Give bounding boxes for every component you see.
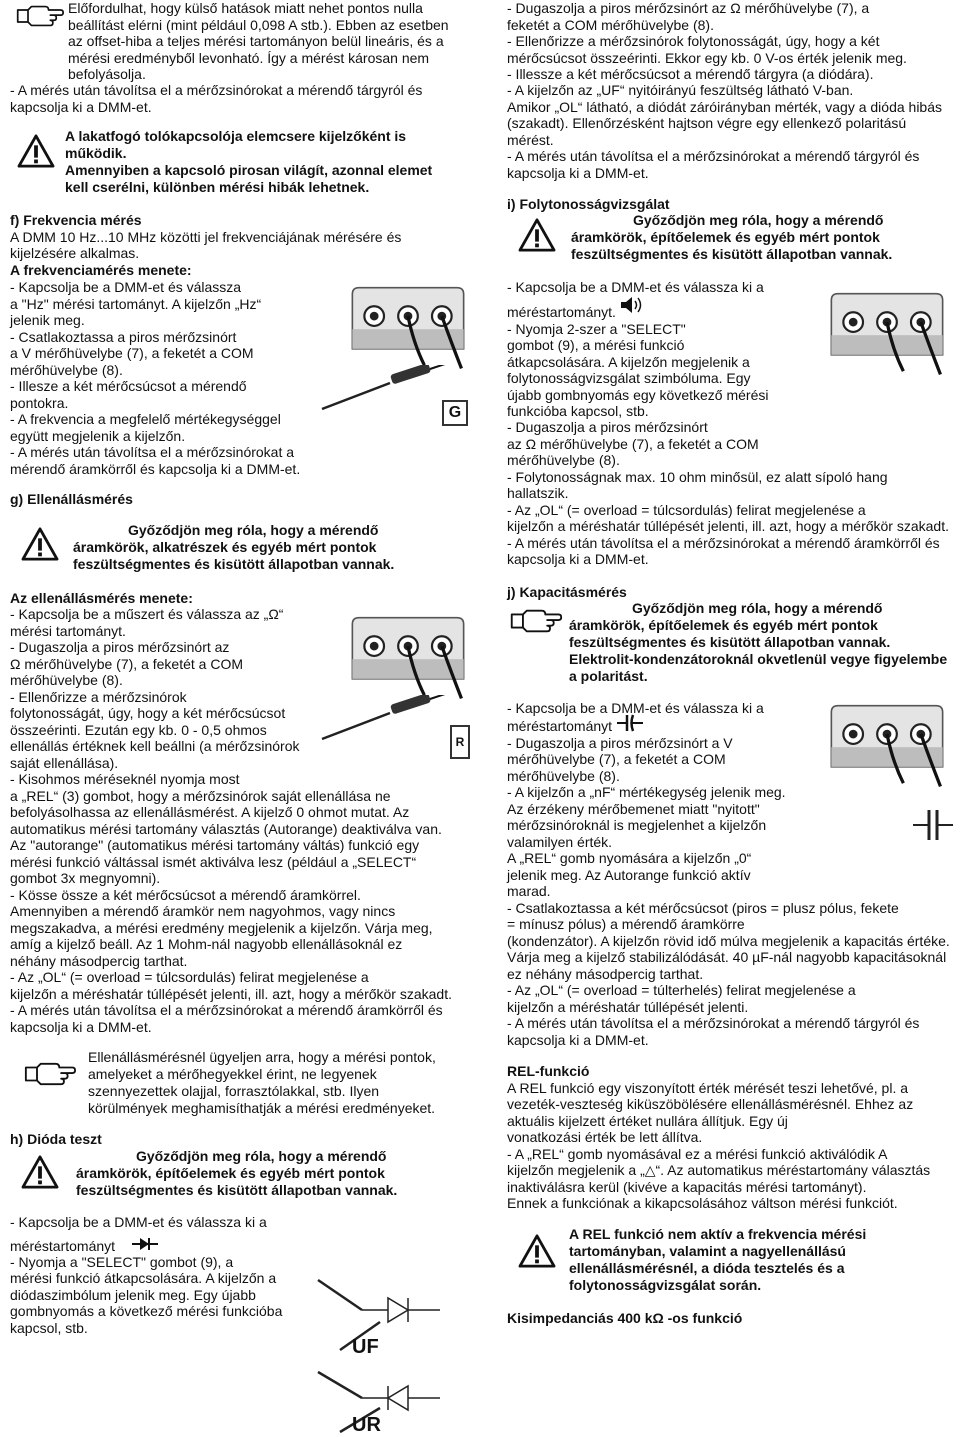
step-line: - Nyomja a "SELECT" gombot (9), a — [10, 1254, 234, 1270]
step-line: - Illesze a két mérőcsúcsot a mérendő — [10, 378, 247, 394]
step-line: átkapcsolására. A kijelzőn megjelenik a — [507, 354, 750, 370]
uf-label: UF — [352, 1336, 379, 1358]
warning-line: feszültségmentes és kisütött állapotban vannak. — [569, 634, 891, 650]
step-line: - Csatlakoztassa a piros mérőzsinórt — [10, 329, 237, 345]
diode-range-icon — [132, 1236, 158, 1252]
step-line: Az "autorange" (automatikus mérési tartomány váltás) funkció egy — [10, 837, 420, 853]
intro-line: - A mérés után távolítsa el a mérőzsinórokat a mérendő tárgyról és — [10, 82, 423, 98]
probe-illustration — [320, 695, 450, 745]
warning-icon — [20, 527, 60, 561]
step-line: mérési funkció átkapcsolására. A kijelzőn a — [10, 1270, 277, 1286]
text-line: feketét a COM mérőhüvelybe (8). — [507, 17, 714, 33]
warning-line: Amennyiben a kapcsoló pirosan világít, azonnal elemet — [65, 162, 433, 178]
step-line: automatikus mérési tartomány választás (Autorange) deaktiválva van. — [10, 821, 442, 837]
step-line: gombnyomás a következő mérési funkcióba — [10, 1303, 283, 1319]
step-line: gombot (9), a mérési funkció — [507, 337, 685, 353]
warning-line: A REL funkció nem aktív a frekvencia mérési — [569, 1226, 867, 1242]
warning-icon — [517, 218, 557, 252]
step-line: méréstartományt — [10, 1238, 116, 1254]
step-line: mérendő áramkörről és kapcsolja ki a DMM-et. — [10, 461, 301, 477]
step-line: mérőhüvelybe (8). — [507, 768, 620, 784]
step-line: kijelzőn a méréshatár túllépését jelenti, ill. azt, hogy a mérőkör szakadt. — [10, 986, 452, 1002]
step-line: együtt megjelenik a kijelzőn. — [10, 428, 186, 444]
step-line: valamilyen érték. — [507, 834, 613, 850]
step-line: = mínusz pólus) a mérendő áramkörre — [507, 916, 745, 932]
warning-icon — [20, 1155, 60, 1189]
step-line: - Ellenőrizze a mérőzsinórok — [10, 689, 187, 705]
step-line: a V mérőhüvelybe (7), a feketét a COM — [10, 345, 254, 361]
text-line: A REL funkció egy viszonyított érték mérését teszi lehetővé, pl. a — [507, 1080, 909, 1096]
text-line: vezeték-veszteség kiküszöbölésére ellenállásmérésnél. Ehhez az — [507, 1096, 914, 1112]
warning-icon — [16, 134, 56, 168]
step-line: - Kapcsolja be a DMM-et és válassza ki a — [10, 1214, 267, 1230]
warning-line: A lakatfogó tolókapcsolója elemcsere kijelzőként is — [65, 128, 407, 144]
step-line: a „REL“ (3) gombot, hogy a mérőzsinórok saját ellenállása ne — [10, 788, 391, 804]
diode-reverse-illustration — [310, 1362, 470, 1437]
step-line: mérőhüvelybe (8). — [10, 362, 123, 378]
text-line: mérést. — [507, 132, 554, 148]
text-line: aktuális kijelzett értéket nullára állítjuk. Egy új — [507, 1113, 788, 1129]
procedure-title: Az ellenállásmérés menete: — [10, 590, 193, 606]
warning-line: ellenállásmérésnél, a dióda tesztelés és a — [569, 1260, 845, 1276]
section-f-title: f) Frekvencia mérés — [10, 212, 142, 228]
step-line: - Dugaszolja a piros mérőzsinórt a V — [507, 735, 733, 751]
warning-line: Győződjön meg róla, hogy a mérendő — [633, 212, 884, 228]
text-line: Ennek a funkciónak a kikapcsolásához váltson mérési funkciót. — [507, 1195, 898, 1211]
step-line: mérőhüvelybe (7), a feketét a COM — [507, 751, 726, 767]
warning-line: kell cserélni, különben mérési hibák lehetnek. — [65, 179, 370, 195]
step-line: - Dugaszolja a piros mérőzsinórt az — [10, 639, 230, 655]
warning-line: feszültségmentes és kisütött állapotban vannak. — [571, 246, 893, 262]
step-line: jelenik meg. Az Autorange funkció aktív — [507, 867, 751, 883]
step-line: Az érzékeny mérőbemenet miatt "nyitott" — [507, 801, 760, 817]
warning-line: áramkörök, alkatrészek és egyéb mért pontok — [73, 539, 377, 555]
rel-title: REL-funkció — [507, 1063, 590, 1079]
intro-line: kapcsolja ki a DMM-et. — [10, 99, 152, 115]
meter-illustration — [348, 282, 468, 372]
section-i-title: i) Folytonosságvizsgálat — [507, 196, 670, 212]
step-line: megszakadva, a mérési eredmény megjelenik a kijelzőn. Várja meg, — [10, 920, 433, 936]
step-line: kapcsolja ki a DMM-et. — [10, 1019, 152, 1035]
warning-icon — [517, 1234, 557, 1268]
step-line: kapcsol, stb. — [10, 1320, 88, 1336]
note-line: Ellenállásmérésnél ügyeljen arra, hogy a mérési pontok, — [88, 1049, 436, 1065]
intro-line: az offset-hiba a teljes mérési tartományon belül lineáris, és a — [68, 33, 444, 49]
text-line: (szakadt). Ellenőrzésként hajtson végre egy ellenkező polaritású — [507, 115, 907, 131]
warning-line: tartományban, valamint a nagyellenállású — [569, 1243, 846, 1259]
text-line: vonatkozási érték be lett állítva. — [507, 1129, 703, 1145]
warning-line: feszültségmentes és kisütött állapotban vannak. — [76, 1182, 398, 1198]
step-line: mérési tartományt. — [10, 623, 126, 639]
warning-line: Győződjön meg róla, hogy a mérendő — [128, 522, 379, 538]
step-line: méréstartományt. — [507, 304, 616, 320]
step-line: összeérinti. Ezután egy kb. 0 - 0,5 ohmos — [10, 722, 267, 738]
step-line: - A mérés után távolítsa el a mérőzsinórokat a mérendő áramkörről és — [507, 535, 940, 551]
text-line: - Illessze a két mérőcsúcsot a mérendő tárgyra (a diódára). — [507, 66, 874, 82]
step-line: saját ellenállása). — [10, 755, 119, 771]
warning-line: folytonosságvizsgálat során. — [569, 1277, 762, 1293]
procedure-title: A frekvenciamérés menete: — [10, 262, 192, 278]
step-line: kijelzőn a méréshatár túllépését jelenti, ill. azt, hogy a mérőkör szakadt. — [507, 518, 949, 534]
warning-line: működik. — [65, 145, 127, 161]
step-line: kapcsolja ki a DMM-et. — [507, 551, 649, 567]
step-line: gombot 3x megnyomni). — [10, 870, 161, 886]
intro-line: beállítást elérni (mint például 0,098 A stb.). Ebben az esetben — [68, 17, 449, 33]
step-line: hallatszik. — [507, 485, 569, 501]
step-line: - A mérés után távolítsa el a mérőzsinórokat a mérendő áramkörről és — [10, 1002, 443, 1018]
capacitor-range-icon — [617, 713, 643, 733]
step-line: méréstartományt — [507, 718, 613, 734]
step-line: a "Hz" mérési tartományt. A kijelzőn „Hz“ — [10, 296, 262, 312]
pointing-hand-icon — [24, 1060, 76, 1088]
note-line: szennyezettek olajjal, forrasztólakkal, stb. Ilyen — [88, 1083, 380, 1099]
step-line: - Dugaszolja a piros mérőzsinórt — [507, 419, 708, 435]
resistor-symbol: R — [450, 725, 470, 759]
text-line: - A „REL“ gomb nyomásával ez a mérési funkció aktiválódik A — [507, 1146, 888, 1162]
section-h-title: h) Dióda teszt — [10, 1131, 102, 1147]
meter-illustration — [827, 700, 947, 790]
warning-line: áramkörök, építőelemek és egyéb mért pontok — [571, 229, 880, 245]
step-line: az Ω mérőhüvelybe (7), a feketét a COM — [507, 436, 759, 452]
step-line: - Kisohmos méréseknél nyomja most — [10, 771, 240, 787]
pointing-hand-icon — [509, 607, 563, 635]
frequency-symbol: G — [442, 400, 468, 426]
step-line: néhány másodpercig tarthat. — [10, 953, 188, 969]
step-line: mérőhüvelybe (8). — [10, 672, 123, 688]
text-line: inaktiválásra kerül (kivéve a kapacitás mérési tartományt). — [507, 1179, 867, 1195]
text-line: kijelzésére alkalmas. — [10, 245, 140, 261]
step-line: - Nyomja 2-szer a "SELECT" — [507, 321, 686, 337]
step-line: - Folytonosságnak max. 10 ohm minősül, ez alatt sípoló hang — [507, 469, 888, 485]
step-line: kijelzőn a méréshatár túllépését jelenti. — [507, 999, 749, 1015]
warning-line: áramkörök, építőelemek és egyéb mért pontok — [76, 1165, 385, 1181]
intro-line: mérési eredményből levonható. Így a mérést károsan nem — [68, 50, 430, 66]
step-line: Ω mérőhüvelybe (7), a feketét a COM — [10, 656, 244, 672]
footer-heading: Kisimpedanciás 400 kΩ -os funkció — [507, 1310, 743, 1326]
note-line: amelyeket a mérőhegyekkel érint, ne legyenek — [88, 1066, 377, 1082]
step-line: amíg a kijelző beáll. Az 1 Mohm-nál nagyobb ellenállásoknál ez — [10, 936, 403, 952]
capacitor-illustration — [907, 800, 957, 850]
step-line: - A mérés után távolítsa el a mérőzsinórokat a mérendő tárgyról és — [507, 1015, 920, 1031]
ur-label: UR — [352, 1414, 381, 1436]
step-line: folytonosságvizsgálat szimbóluma. Egy — [507, 370, 751, 386]
warning-line: Elektrolit-kondenzátoroknál okvetlenül vegye figyelembe — [569, 651, 948, 667]
warning-line: Győződjön meg róla, hogy a mérendő — [136, 1148, 387, 1164]
step-line: marad. — [507, 883, 551, 899]
step-line: funkcióba kapcsol, stb. — [507, 403, 649, 419]
note-line: körülmények meghamisíthatják a mérési eredményeket. — [88, 1100, 436, 1116]
probe-illustration — [320, 365, 450, 415]
step-line: - Az „OL“ (= overload = túlcsordulás) felirat megjelenése a — [10, 969, 369, 985]
step-line: folytonosságát, úgy, hogy a két mérőcsúcsot — [10, 705, 286, 721]
intro-line: Előfordulhat, hogy külső hatások miatt nehet pontos nulla — [68, 0, 423, 16]
step-line: pontokra. — [10, 395, 69, 411]
text-line: Amikor „OL“ látható, a diódát záróirányban mérték, vagy a dióda hibás — [507, 99, 943, 115]
text-line: - Ellenőrizze a mérőzsinórok folytonosságát, úgy, hogy a két — [507, 33, 880, 49]
step-line: - Kapcsolja be a DMM-et és válassza ki a — [507, 700, 764, 716]
pointing-hand-icon — [16, 3, 64, 29]
step-line: - A mérés után távolítsa el a mérőzsinórokat a — [10, 444, 295, 460]
text-line: - A mérés után távolítsa el a mérőzsinórokat a mérendő tárgyról és — [507, 148, 920, 164]
step-line: - A kijelzőn a „nF“ mértékegység jelenik meg. — [507, 784, 786, 800]
step-line: A „REL“ gomb nyomására a kijelzőn „0“ — [507, 850, 752, 866]
meter-illustration — [348, 612, 468, 702]
text-line: kijelzőn megjelenik a „△“. Az automatikus méréstartomány választás — [507, 1162, 931, 1178]
step-line: - Kapcsolja be a DMM-et és válassza ki a — [507, 279, 764, 295]
buzzer-icon — [617, 294, 643, 316]
text-line: kapcsolja ki a DMM-et. — [507, 165, 649, 181]
step-line: jelenik meg. — [10, 312, 85, 328]
step-line: - Az „OL“ (= overload = túlcsordulás) felirat megjelenése a — [507, 502, 866, 518]
step-line: - A frekvencia a megfelelő mértékegységgel — [10, 411, 281, 427]
step-line: - Az „OL“ (= overload = túlterhelés) felirat megjelenése a — [507, 982, 856, 998]
step-line: - Kapcsolja be a műszert és válassza az „Ω“ — [10, 606, 284, 622]
section-j-title: j) Kapacitásmérés — [507, 584, 627, 600]
text-line: A DMM 10 Hz...10 MHz közötti jel frekvenciájának mérésére és — [10, 229, 402, 245]
step-line: ez néhány másodpercig tarthat. — [507, 966, 704, 982]
step-line: mérési funkció váltással ismét aktiválva lesz (például a „SELECT“ — [10, 854, 417, 870]
intro-line: befolyásolja. — [68, 66, 146, 82]
warning-line: áramkörök, építőelemek és egyéb mért pontok — [569, 617, 878, 633]
step-line: - Csatlakoztassa a két mérőcsúcsot (piros = plusz pólus, fekete — [507, 900, 899, 916]
step-line: Amennyiben a mérendő áramkör nem nagyohmos, vagy nincs — [10, 903, 396, 919]
meter-illustration — [827, 288, 947, 378]
step-line: ellenállás értéknek kell beállni (a mérőzsinórok — [10, 738, 300, 754]
step-line: (kondenzátor). A kijelzőn rövid idő múlva megjelenik a kapacitás értéke. — [507, 933, 950, 949]
step-line: diódaszimbólum jelenik meg. Egy újabb — [10, 1287, 256, 1303]
section-g-title: g) Ellenállásmérés — [10, 491, 133, 507]
step-line: - Kösse össze a két mérőcsúcsot a mérendő áramkörrel. — [10, 887, 361, 903]
warning-line: feszültségmentes és kisütött állapotban vannak. — [73, 556, 395, 572]
step-line: mérőhüvelybe (8). — [507, 452, 620, 468]
text-line: - Dugaszolja a piros mérőzsinórt az Ω mérőhüvelybe (7), a — [507, 0, 870, 16]
text-line: - A kijelzőn az „UF“ nyitóirányú feszültség látható V-ban. — [507, 82, 854, 98]
warning-line: Győződjön meg róla, hogy a mérendő — [632, 600, 883, 616]
step-line: - Kapcsolja be a DMM-et és válassza — [10, 279, 242, 295]
diode-forward-illustration — [310, 1270, 470, 1360]
step-line: újabb gombnyomás egy következő mérési — [507, 387, 769, 403]
step-line: befolyásolhassa az ellenállásmérést. A kijelző 0 ohmot mutat. Az — [10, 804, 410, 820]
text-line: mérőcsúcsot összeérinti. Ekkor egy kb. 0 V-os érték jelenik meg. — [507, 50, 907, 66]
step-line: kapcsolja ki a DMM-et. — [507, 1032, 649, 1048]
step-line: mérőzsinóroknál is megjelenhet a kijelzőn — [507, 817, 767, 833]
warning-line: a polaritást. — [569, 668, 648, 684]
step-line: Várja meg a kijelző stabilizálódását. 40 µF-nál nagyobb kapacitásoknál — [507, 949, 947, 965]
